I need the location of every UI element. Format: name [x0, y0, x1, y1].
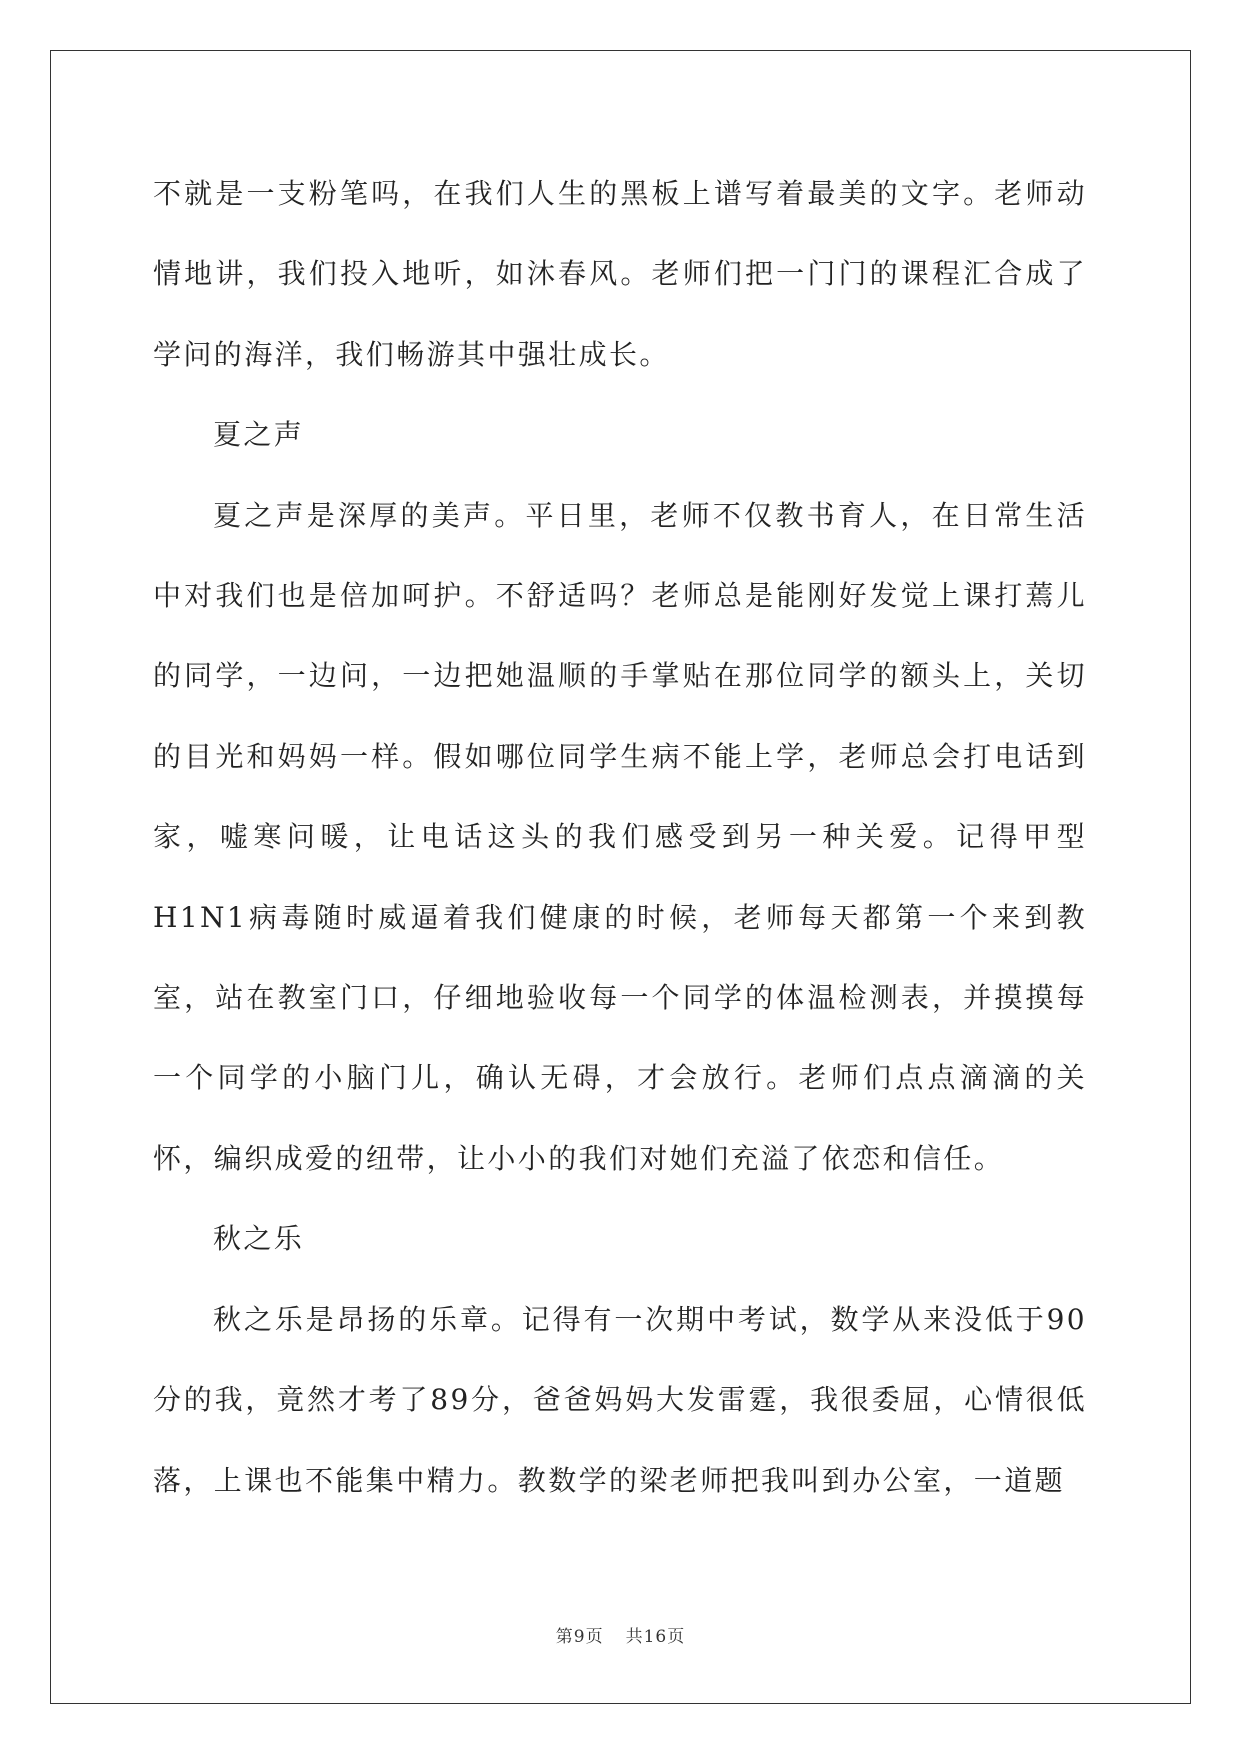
paragraph-continuation: 不就是一支粉笔吗，在我们人生的黑板上谱写着最美的文字。老师动情地讲，我们投入地听，如沐春风。老师们把一门门的课程汇合成了学问的海洋，我们畅游其中强壮成长。	[153, 177, 1087, 371]
page-number-current: 第9页	[555, 1627, 604, 1647]
paragraph-summer: 夏之声是深厚的美声。平日里，老师不仅教书育人，在日常生活中对我们也是倍加呵护。不舒适吗？老师总是能刚好发觉上课打蔫儿的同学，一边问，一边把她温顺的手掌贴在那位同学的额头上，关切的目光和妈妈一样。假如哪位同学生病不能上学，老师总会打电话到家，嘘寒问暖，让电话这头的我们感受到另一种关爱。记得甲型H1N1病毒随时威逼着我们健康的时候，老师每天都第一个来到教室，站在教室门口，仔细地验收每一个同学的体温检测表，并摸摸每一个同学的小脑门儿，确认无碍，才会放行。老师们点点滴滴的关怀，编织成爱的纽带，让小小的我们对她们充溢了依恋和信任。	[153, 498, 1087, 1175]
section-heading-autumn: 秋之乐	[213, 1222, 305, 1256]
section-heading-summer: 夏之声	[213, 418, 305, 452]
paragraph-autumn: 秋之乐是昂扬的乐章。记得有一次期中考试，数学从来没低于90分的我，竟然才考了89分，爸爸妈妈大发雷霆，我很委屈，心情很低落，上课也不能集中精力。教数学的梁老师把我叫到办公室，一道题	[153, 1302, 1087, 1497]
page-number-total: 共16页	[625, 1627, 686, 1647]
document-body	[153, 154, 1087, 1521]
page-footer	[0, 1622, 1241, 1647]
